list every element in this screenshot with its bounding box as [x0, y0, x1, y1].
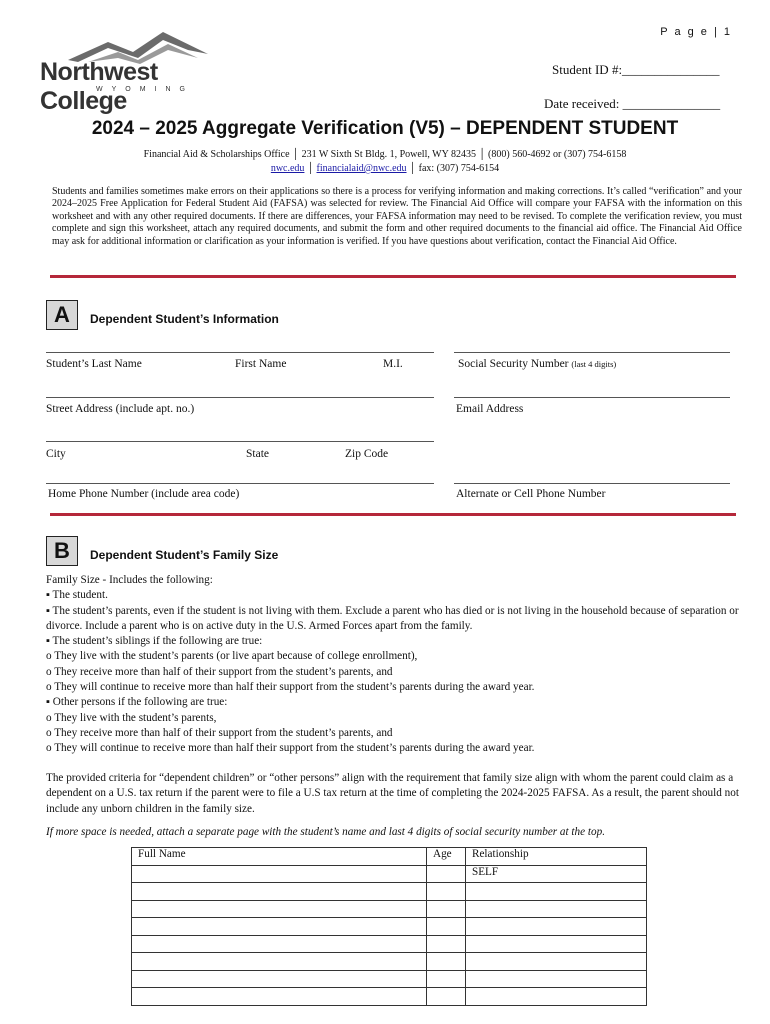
name-cell[interactable] [132, 970, 427, 988]
list-item: o They receive more than half of their support from the student’s parents, and [46, 726, 393, 739]
email-link[interactable]: financialaid@nwc.edu [316, 163, 407, 174]
relationship-cell[interactable] [466, 988, 647, 1006]
age-cell[interactable] [427, 865, 466, 883]
section-divider [50, 275, 736, 278]
date-received-field[interactable]: Date received: _______________ [544, 96, 721, 111]
table-row [132, 900, 647, 918]
office-contact [0, 162, 770, 176]
home-phone-label: Home Phone Number (include area code) [48, 488, 240, 500]
city-line[interactable] [46, 441, 434, 442]
ssn-label [458, 358, 616, 370]
city-label: City [46, 448, 66, 460]
email-line[interactable] [454, 397, 730, 398]
name-cell[interactable] [132, 883, 427, 901]
ssn-note: (last 4 digits) [571, 359, 617, 369]
page-title: 2024 – 2025 Aggregate Verification (V5) – DEPENDENT STUDENT [91, 118, 679, 139]
name-line[interactable] [46, 352, 434, 353]
section-a-title: Dependent Student’s Information [90, 312, 279, 326]
list-item: o They will continue to receive more than half their support from the student’s parents during the award year. [46, 742, 535, 755]
separator: │ [304, 163, 317, 174]
website-link[interactable]: nwc.edu [270, 163, 305, 174]
email-label: Email Address [456, 403, 524, 415]
list-item: ▪ The student’s siblings if the following are true: [46, 635, 263, 648]
fax-number: │ fax: (307) 754-6154 [406, 163, 500, 174]
last-name-label: Student’s Last Name [46, 358, 142, 370]
college-logo [38, 28, 248, 115]
first-name-label: First Name [235, 358, 287, 370]
alt-phone-line[interactable] [454, 483, 730, 484]
ssn-line[interactable] [454, 352, 730, 353]
family-size-list [46, 573, 746, 757]
relationship-cell[interactable] [466, 970, 647, 988]
age-cell[interactable] [427, 883, 466, 901]
student-id-field[interactable]: Student ID #:_______________ [552, 62, 720, 77]
age-cell[interactable] [427, 970, 466, 988]
age-cell[interactable] [427, 918, 466, 936]
list-item: ▪ Other persons if the following are true: [46, 696, 228, 709]
table-header-row [132, 848, 647, 866]
office-info [0, 148, 770, 176]
name-cell[interactable] [132, 988, 427, 1006]
name-cell[interactable] [132, 918, 427, 936]
state-label: State [246, 448, 269, 460]
header-full-name: Full Name [132, 848, 427, 866]
header-relationship: Relationship [466, 848, 647, 866]
relationship-cell[interactable] [466, 883, 647, 901]
relationship-cell[interactable] [466, 918, 647, 936]
list-item: o They will continue to receive more than half their support from the student’s parents during the award year. [46, 681, 535, 694]
list-item: Family Size - Includes the following: [46, 574, 213, 586]
age-cell[interactable] [427, 953, 466, 971]
age-cell[interactable] [427, 900, 466, 918]
table-row [132, 918, 647, 936]
list-item: o They receive more than half of their support from the student’s parents, and [46, 665, 393, 678]
logo-text: Northwest College [40, 58, 158, 115]
zip-label: Zip Code [345, 448, 389, 460]
name-cell[interactable] [132, 900, 427, 918]
section-b-badge: B [46, 536, 78, 566]
section-b-title: Dependent Student’s Family Size [90, 548, 279, 562]
home-phone-line[interactable] [46, 483, 434, 484]
name-cell[interactable] [132, 935, 427, 953]
table-row [132, 953, 647, 971]
family-members-table [131, 847, 647, 1006]
table-row [132, 988, 647, 1006]
name-cell[interactable] [132, 865, 427, 883]
relationship-cell[interactable] [466, 953, 647, 971]
relationship-cell[interactable] [466, 900, 647, 918]
list-item: o They live with the student’s parents (or live apart because of college enrollment), [46, 650, 418, 663]
relationship-cell[interactable]: SELF [466, 865, 647, 883]
criteria-paragraph: The provided criteria for “dependent children” or “other persons” align with the requirement that family size align with whom the parent could claim as a dependent on a U.S. tax return if the parent were to file a U.S tax return at the time of completing the 2024-2025 FAFSA. As a result, the parent should not include any unborn children in the family size. [46, 772, 739, 815]
street-label: Street Address (include apt. no.) [46, 403, 195, 415]
section-a-badge: A [46, 300, 78, 330]
office-address: Financial Aid & Scholarships Office │ 231 W Sixth St Bldg. 1, Powell, WY 82435 │ (800) 560-4692 or (307) 754-6158 [143, 149, 627, 160]
alt-phone-label: Alternate or Cell Phone Number [456, 488, 606, 500]
age-cell[interactable] [427, 988, 466, 1006]
intro-paragraph: Students and families sometimes make errors on their applications so there is a process for verifying information and making corrections. It’s called “verification” and your 2024–2025 Free Application for Federal Student Aid (FAFSA) was selected for review. The Financial Aid Office will compare your FAFSA with the information on this worksheet and with any other required documents. If there are differences, your FAFSA information may need to be revised. To complete the verification review, you must complete and sign this worksheet, attach any required documents, and submit the form and other required documents to the financial aid office. The Financial Aid Office may ask for additional information or clarification as your information is verified. If you have questions about verification, contact the Financial Aid Office. [52, 186, 742, 247]
list-item: ▪ The student. [46, 589, 108, 602]
relationship-cell[interactable] [466, 935, 647, 953]
street-line[interactable] [46, 397, 434, 398]
table-row [132, 865, 647, 883]
name-cell[interactable] [132, 953, 427, 971]
table-row [132, 970, 647, 988]
mi-label: M.I. [383, 358, 403, 370]
list-item: o They live with the student’s parents, [46, 711, 217, 724]
header-age: Age [427, 848, 466, 866]
section-divider [50, 513, 736, 516]
logo-state: WYOMING [96, 86, 194, 93]
page-number: P a g e | 1 [660, 26, 732, 38]
age-cell[interactable] [427, 935, 466, 953]
list-item: ▪ The student’s parents, even if the student is not living with them. Exclude a parent who has died or is not living in the household because of separation or divorce. Include a parent who is on active duty in the U.S. Armed Forces apart from the family. [46, 604, 739, 632]
ssn-label-text: Social Security Number [458, 358, 569, 370]
space-note: If more space is needed, attach a separate page with the student’s name and last 4 digits of social security number at the top. [46, 826, 605, 838]
table-row [132, 883, 647, 901]
table-row [132, 935, 647, 953]
